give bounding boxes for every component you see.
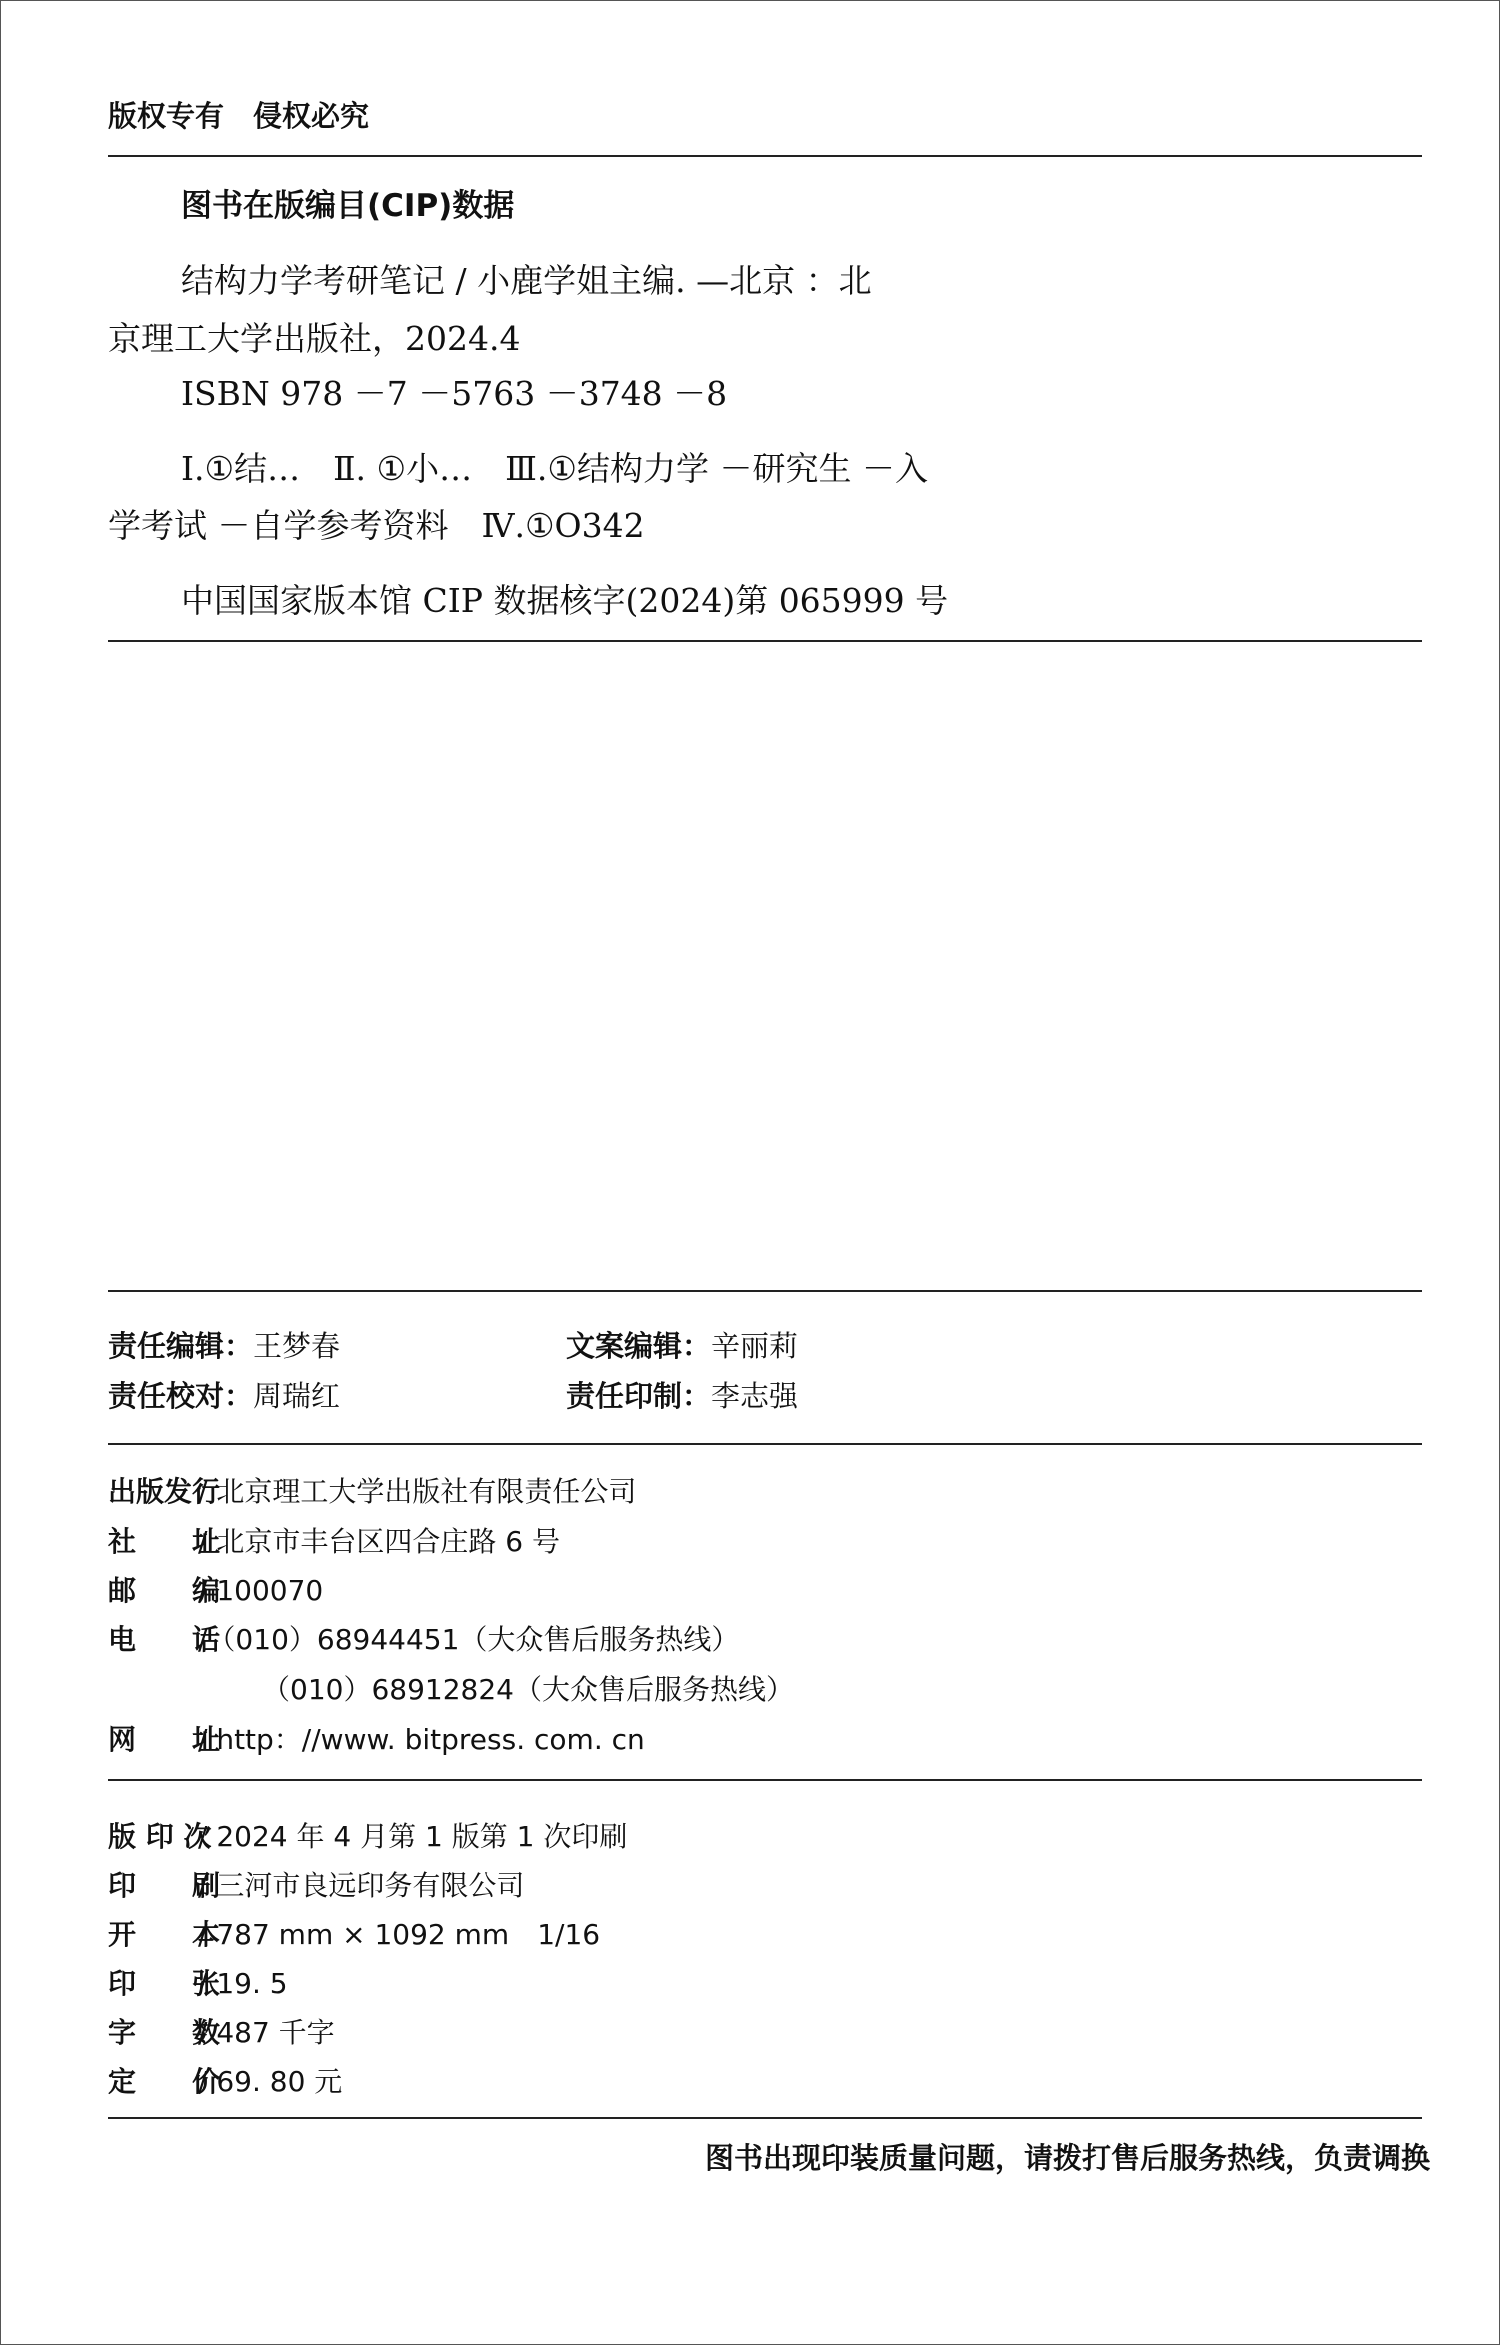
address-row bbox=[108, 1520, 560, 1560]
staff-proofreader-value: 周瑞红 bbox=[253, 1379, 341, 1413]
phone-row bbox=[108, 1618, 739, 1658]
format-value: / 787 mm × 1092 mm 1/16 bbox=[198, 1918, 601, 1951]
edition-value: / 2024 年 4 月第 1 版第 1 次印刷 bbox=[198, 1820, 628, 1853]
staff-proofreader-label: 责任校对： bbox=[108, 1379, 254, 1413]
publisher-label: 出版发行 bbox=[108, 1475, 221, 1508]
format-row bbox=[108, 1913, 600, 1953]
price-value: / 69. 80 元 bbox=[198, 2065, 343, 2098]
divider-staff-top bbox=[108, 1290, 1422, 1292]
printer-value: / 三河市良远印务有限公司 bbox=[198, 1869, 525, 1902]
words-label: 字 数 bbox=[108, 2016, 221, 2049]
cip-line-2: 京理工大学出版社，2024.4 bbox=[108, 319, 521, 358]
words-row bbox=[108, 2011, 335, 2051]
phone-value-1: /（010）68944451（大众售后服务热线） bbox=[198, 1623, 740, 1656]
price-label: 定 价 bbox=[108, 2065, 221, 2098]
staff-copy-editor-label: 文案编辑： bbox=[566, 1329, 712, 1363]
staff-editor-value: 王梦春 bbox=[253, 1329, 341, 1363]
printer-label: 印 刷 bbox=[108, 1869, 221, 1902]
cip-isbn: ISBN 978 －7 －5763 －3748 －8 bbox=[181, 374, 728, 413]
staff-print-manager-label: 责任印制： bbox=[566, 1379, 712, 1413]
format-label: 开 本 bbox=[108, 1918, 221, 1951]
divider-footer bbox=[108, 2117, 1422, 2119]
address-label: 社 址 bbox=[108, 1525, 221, 1558]
staff-proofreader bbox=[108, 1374, 340, 1415]
copyright-notice: 版权专有 侵权必究 bbox=[108, 99, 370, 133]
edition-label: 版 印 次 bbox=[108, 1820, 212, 1853]
postcode-label: 邮 编 bbox=[108, 1574, 221, 1607]
postcode-row bbox=[108, 1569, 323, 1609]
website-label: 网 址 bbox=[108, 1723, 221, 1756]
phone-label: 电 话 bbox=[108, 1623, 221, 1656]
website-row bbox=[108, 1718, 645, 1758]
website-value: / http：//www. bitpress. com. cn bbox=[198, 1723, 645, 1756]
staff-print-manager-value: 李志强 bbox=[711, 1379, 799, 1413]
publisher-row bbox=[108, 1470, 636, 1510]
printer-row bbox=[108, 1864, 524, 1904]
staff-copy-editor-value: 辛丽莉 bbox=[711, 1329, 799, 1363]
divider-staff-bottom bbox=[108, 1443, 1422, 1445]
staff-copy-editor bbox=[566, 1324, 798, 1365]
price-row bbox=[108, 2060, 342, 2100]
staff-editor bbox=[108, 1324, 340, 1365]
divider-cip-bottom bbox=[108, 640, 1422, 642]
cip-line-3: Ⅰ.①结… Ⅱ. ①小… Ⅲ.①结构力学 －研究生 －入 bbox=[181, 449, 928, 488]
address-value: / 北京市丰台区四合庄路 6 号 bbox=[198, 1525, 560, 1558]
divider-publisher-bottom bbox=[108, 1779, 1422, 1781]
cip-line-4: 学考试 －自学参考资料 Ⅳ.①O342 bbox=[108, 506, 645, 545]
staff-print-manager bbox=[566, 1374, 798, 1415]
staff-editor-label: 责任编辑： bbox=[108, 1329, 254, 1363]
edition-row bbox=[108, 1815, 627, 1855]
cip-record-number: 中国国家版本馆 CIP 数据核字(2024)第 065999 号 bbox=[181, 581, 949, 620]
sheets-value: / 19. 5 bbox=[198, 1967, 288, 2000]
divider-top bbox=[108, 155, 1422, 157]
cip-line-1: 结构力学考研笔记 / 小鹿学姐主编. —北京 ：北 bbox=[181, 261, 872, 300]
words-value: / 487 千字 bbox=[198, 2016, 335, 2049]
sheets-label: 印 张 bbox=[108, 1967, 221, 2000]
postcode-value: / 100070 bbox=[198, 1574, 324, 1607]
quality-notice: 图书出现印装质量问题，请拨打售后服务热线，负责调换 bbox=[704, 2141, 1430, 2175]
sheets-row bbox=[108, 1962, 288, 2002]
cip-title: 图书在版编目(CIP)数据 bbox=[181, 188, 515, 224]
publisher-value: / 北京理工大学出版社有限责任公司 bbox=[198, 1475, 637, 1508]
phone-value-2: （010）68912824（大众售后服务热线） bbox=[262, 1673, 794, 1706]
